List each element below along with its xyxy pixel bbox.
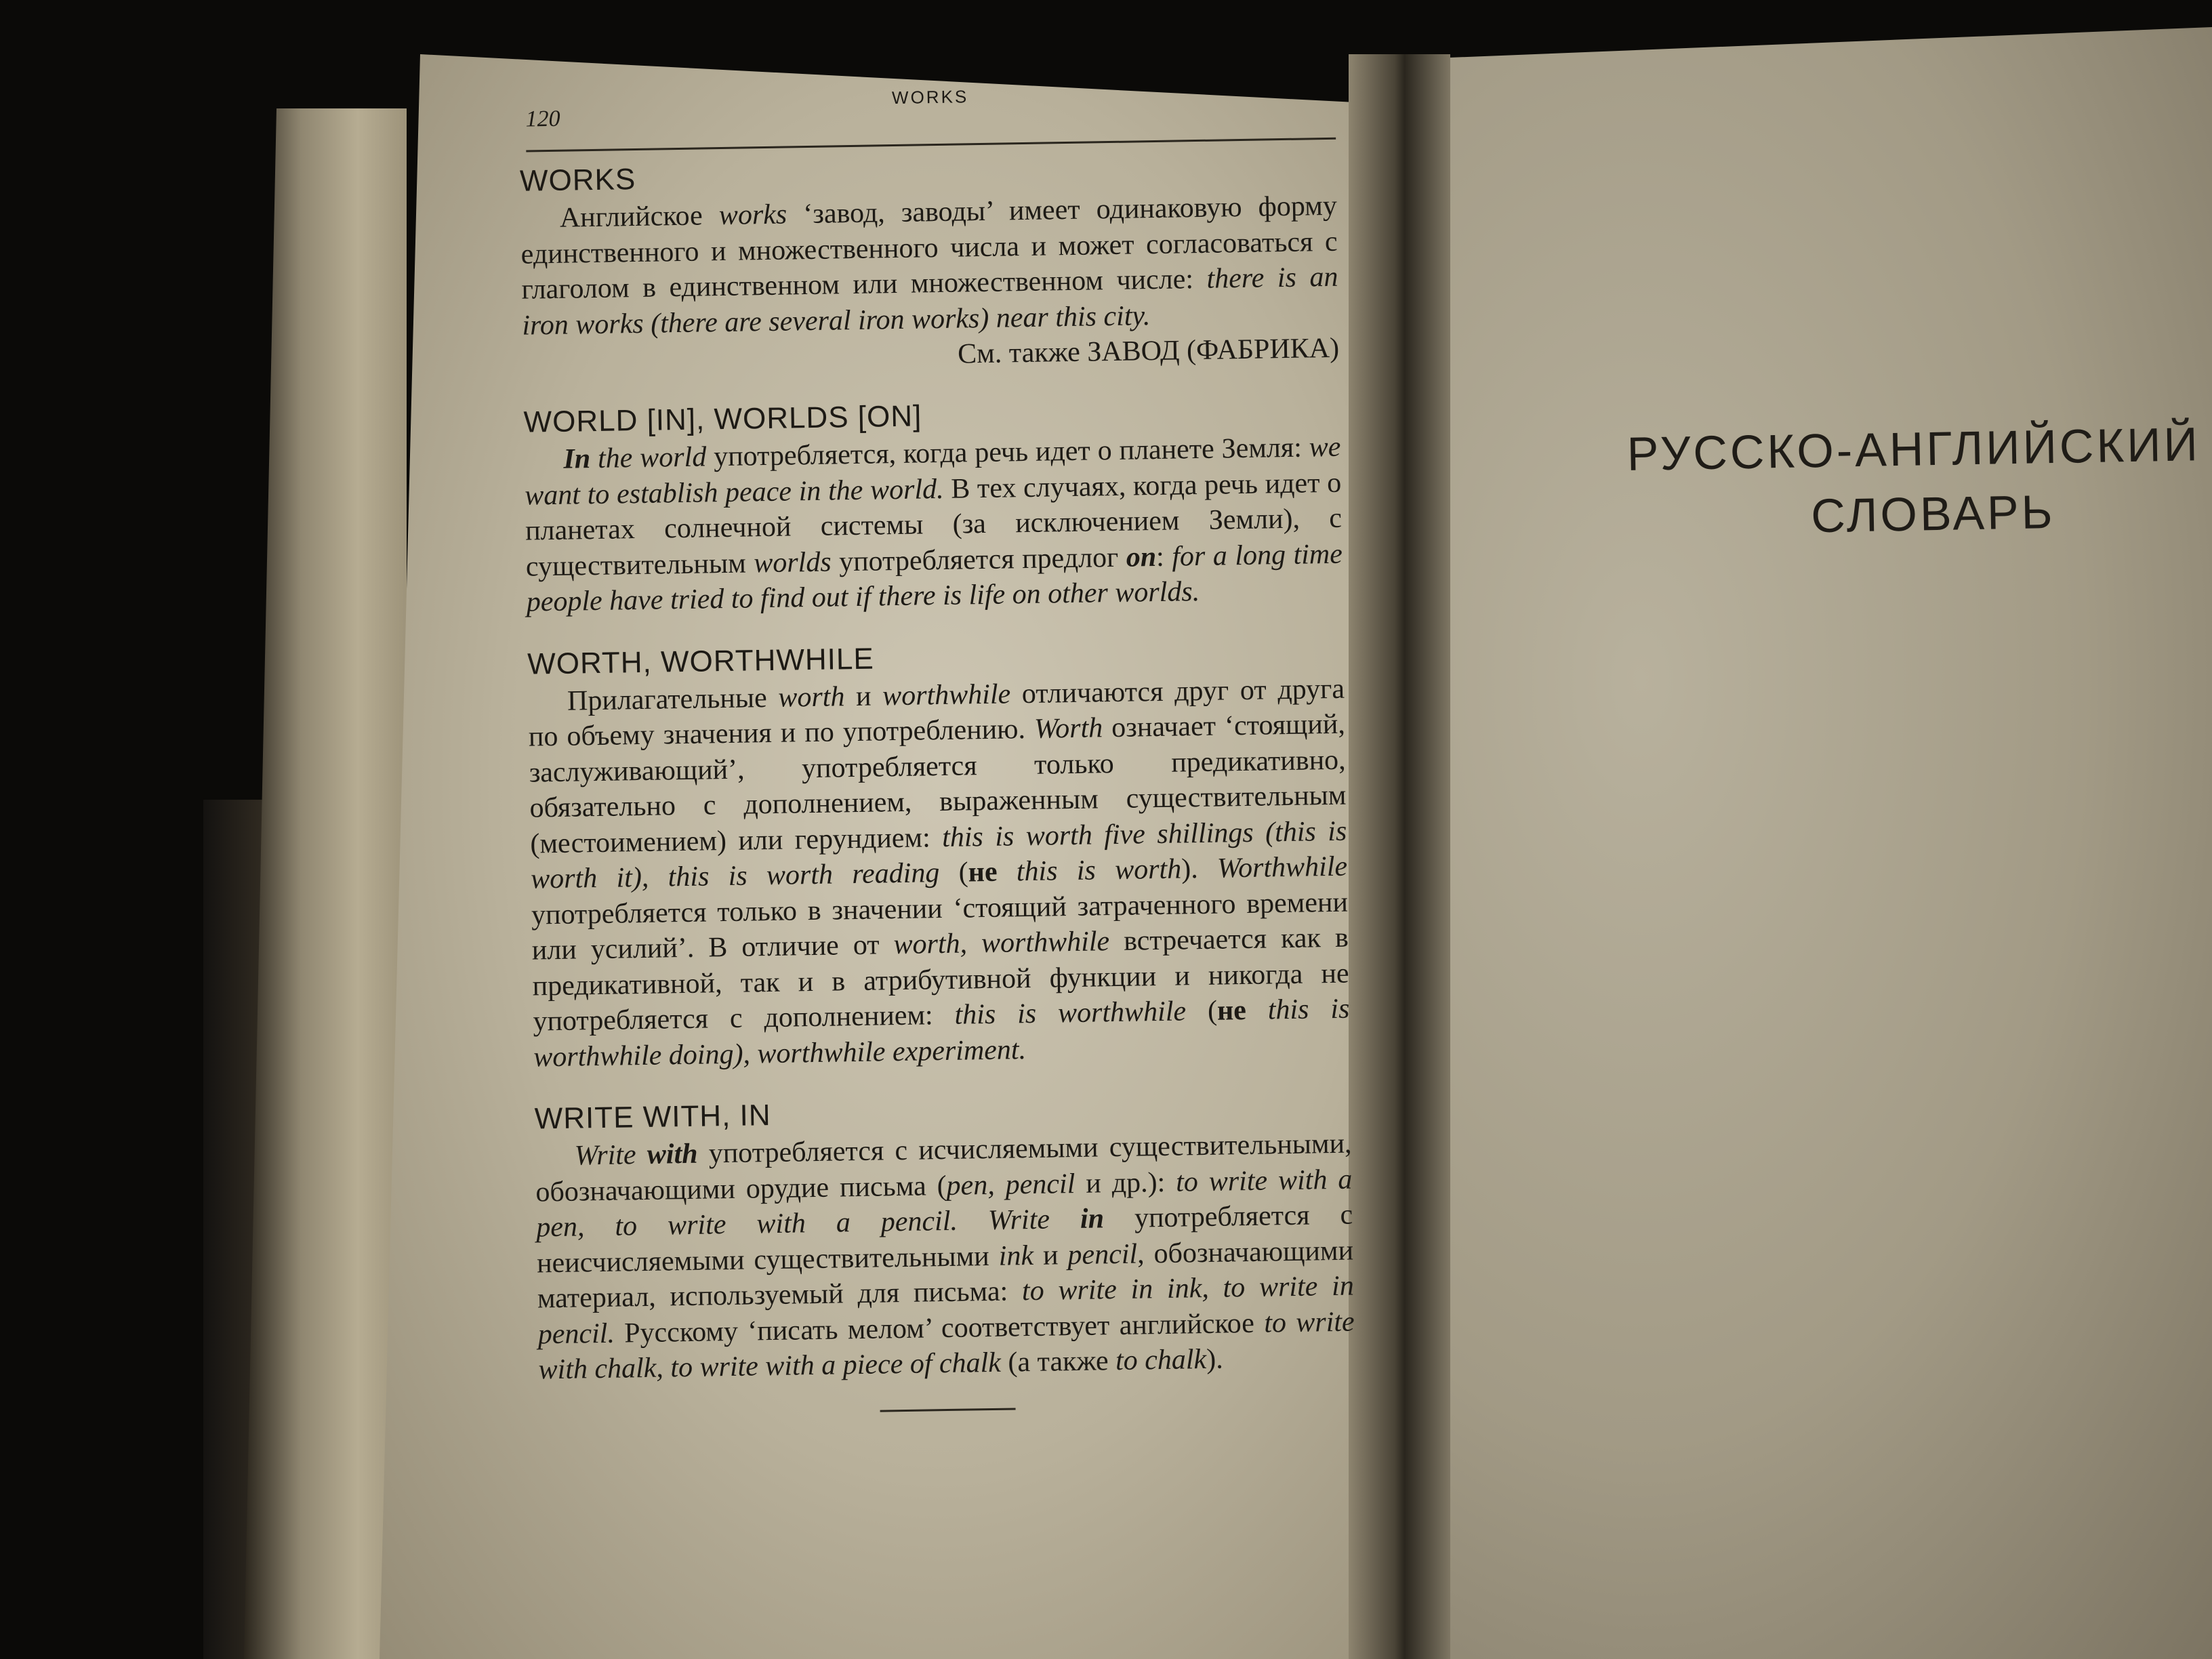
text-run: worthwhile [882, 678, 1011, 712]
text-run: Русскому ‘писать мелом’ соответствует английское [614, 1307, 1265, 1349]
end-rule [880, 1408, 1015, 1412]
text-run: употребляется с исчисляемыми существительными, обозначающими орудие письма ( [535, 1128, 1352, 1208]
text-run: pen, pencil [946, 1168, 1076, 1202]
text-run: in [1080, 1203, 1105, 1235]
text-run: Write [574, 1139, 648, 1172]
text-run: употребляется с неисчисляемыми существительными [536, 1199, 1353, 1279]
text-run: Прилагательные [567, 682, 779, 717]
entry-paragraph [535, 1126, 1355, 1388]
text-run: и др.): [1074, 1166, 1176, 1200]
running-head-title: WORKS [891, 86, 969, 108]
text-run: не [1216, 995, 1247, 1027]
text-run: this is worthwhile [954, 996, 1187, 1031]
text-run: worlds [753, 546, 832, 579]
entry-paragraph [528, 671, 1351, 1075]
text-run: works [718, 199, 787, 232]
text-run: и [844, 680, 883, 712]
text-run [958, 1205, 989, 1237]
text-run: ink [998, 1240, 1034, 1272]
text-run: ‘завод, заводы’ имеет одинаковую форму единственного и множественного числа и может согласоваться с глаголом в единственном или множественном числе: [520, 190, 1338, 306]
right-page [1396, 27, 2212, 1659]
title-line-1: РУССКО-АНГЛИЙСКИЙ [1626, 417, 2201, 480]
entry-heading: WORTH, WORTHWHILE [527, 642, 875, 681]
text-run: встречается как в предикативной, так и в атрибутивной функции и никогда не употребляется с дополнением: [532, 922, 1349, 1038]
text-run: this is worthwhile doing), worthwhile experiment. [533, 993, 1350, 1073]
dictionary-entry [527, 634, 1351, 1075]
page-number: 120 [525, 106, 560, 132]
text-run: to write with chalk, to write with a piece of chalk [538, 1306, 1355, 1386]
text-run: , обозначающими материал, используемый для письма: [537, 1235, 1354, 1315]
text-run: и [1033, 1239, 1068, 1271]
see-also-reference: См. также ЗАВОД (ФАБРИКА) [957, 332, 1340, 370]
dictionary-entry [520, 152, 1340, 379]
title-line-2: СЛОВАРЬ [1810, 485, 2056, 543]
text-run: Write [987, 1203, 1081, 1237]
dictionary-entries [520, 152, 1356, 1417]
entry-heading: WORLD [IN], WORLDS [ON] [523, 399, 922, 439]
text-run: this is worth five shillings (this is worth it), this is worth reading [530, 815, 1347, 895]
text-run: употребляется, когда речь идет о планете Земля: [705, 432, 1310, 473]
left-page-text [420, 80, 1378, 1585]
text-run: worth, worthwhile [893, 926, 1110, 961]
text-run: (а также [1000, 1345, 1116, 1378]
text-run: there is an iron works (there are several iron works) near this city. [522, 261, 1338, 342]
text-run: означает ‘стоящий, заслуживающий’, употребляется только предикативно, обязательно с дополнением, выраженным существительным (местоимением) или герундием: [529, 708, 1347, 860]
dictionary-entry [523, 393, 1343, 620]
text-run: Worth [1033, 712, 1103, 745]
text-run: worth [777, 680, 845, 714]
text-run: употребляется только в значении ‘стоящий затраченного времени или усилий’. В отличие от [531, 886, 1349, 966]
text-run: pencil [1067, 1238, 1138, 1271]
text-run: ( [1185, 995, 1218, 1027]
text-run: to chalk [1115, 1344, 1207, 1377]
entry-heading: WRITE WITH, IN [534, 1099, 771, 1136]
text-run: this is worth [1016, 853, 1182, 888]
right-page-title [1626, 417, 2212, 576]
text-run: to write in ink, to write in pencil. [537, 1270, 1355, 1350]
text-run: не [968, 856, 998, 888]
text-run: to write with a pen, to write with a pencil. [535, 1164, 1353, 1244]
running-head [525, 81, 1336, 152]
entry-heading: WORKS [519, 163, 636, 198]
text-run: for a long time people have tried to find out if there is life on other worlds. [526, 538, 1343, 618]
page-block-edge [244, 108, 407, 1659]
text-run: we want to establish peace in the world. [524, 431, 1341, 512]
text-run: on [1126, 541, 1157, 573]
text-run: the world [590, 441, 707, 475]
dictionary-entry [534, 1090, 1355, 1388]
text-run: Английское [559, 200, 720, 234]
text-run [1246, 995, 1268, 1026]
text-run: ( [939, 857, 969, 889]
text-run [997, 856, 1017, 887]
entry-paragraph [524, 430, 1343, 620]
text-run: In [563, 443, 591, 475]
text-run: ). [1206, 1343, 1223, 1376]
text-run: употребляется предлог [831, 541, 1127, 578]
text-run: : [1155, 541, 1172, 573]
text-run: Worthwhile [1216, 851, 1348, 884]
text-run: отличаются друг от друга по объему значения и по употреблению. [528, 673, 1345, 753]
text-run: В тех случаях, когда речь идет о планетах солнечной системы (за исключением Земли), с существительным [525, 467, 1343, 583]
text-run: ). [1181, 853, 1218, 885]
text-run: with [647, 1138, 698, 1170]
entry-paragraph [520, 188, 1338, 344]
